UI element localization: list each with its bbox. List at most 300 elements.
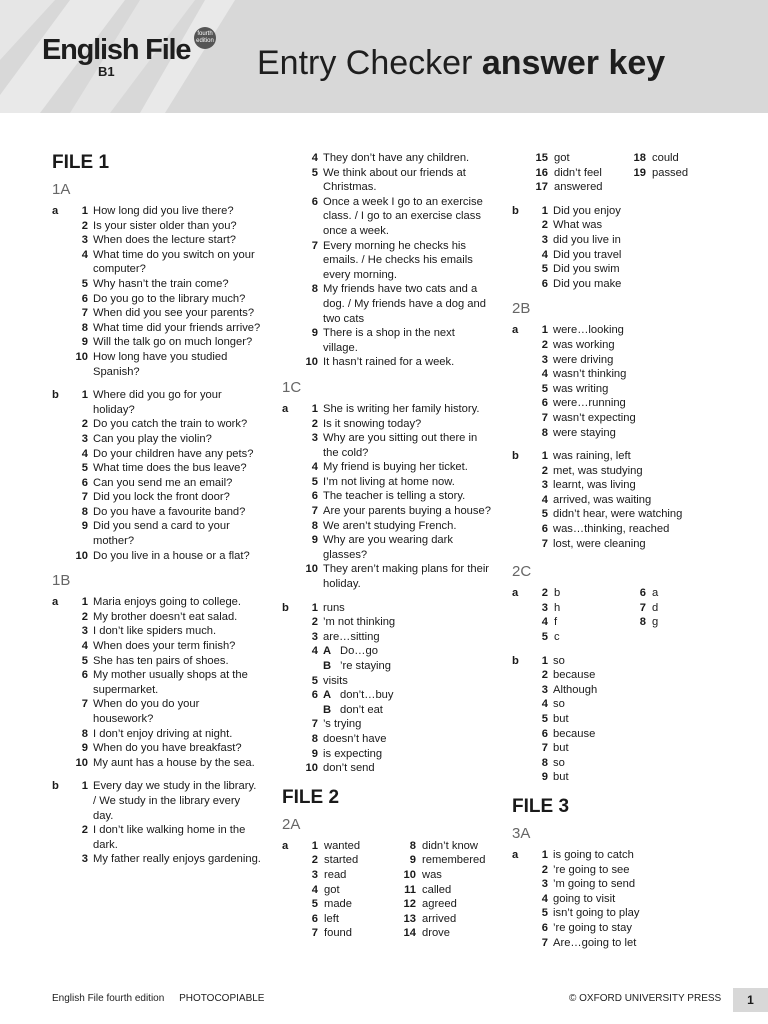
answer-text: wasn’t thinking — [553, 368, 627, 381]
answer-item — [282, 239, 492, 283]
answer-item: 5 visits — [311, 674, 348, 687]
answer-text: made — [324, 898, 352, 911]
answer-item — [629, 166, 722, 181]
section-heading: 2B — [512, 300, 531, 318]
answer-item — [52, 321, 262, 336]
item-number: 6 — [541, 921, 548, 934]
item-number: 3 — [541, 683, 548, 696]
item-number: 7 — [541, 742, 548, 755]
part-letter — [52, 490, 66, 505]
section-heading: 1B — [52, 572, 71, 590]
item-number: 9 — [81, 336, 88, 349]
item-number: 2 — [541, 464, 548, 477]
answer-text: When do you have breakfast? — [93, 742, 242, 755]
answer-text: but — [553, 742, 569, 755]
answer-item — [52, 756, 262, 771]
part-letter — [512, 756, 526, 771]
item-number: 4 — [541, 493, 548, 506]
answer-item — [52, 490, 262, 505]
item-number: 7 — [311, 505, 318, 518]
answer-item — [52, 277, 262, 292]
answer-column — [531, 586, 624, 644]
item-number: 2 — [541, 669, 548, 682]
level-label: B1 — [98, 64, 115, 79]
answer-item — [399, 868, 492, 883]
answer-text: Are…going to let — [553, 936, 637, 949]
item-number: 6 — [311, 490, 318, 503]
answer-text: Did you lock the front door? — [93, 491, 230, 504]
item-number: 7 — [541, 537, 548, 550]
answer-item — [512, 262, 722, 277]
answer-text: ’re going to stay — [553, 921, 632, 934]
answer-text: is going to catch — [553, 848, 634, 861]
answer-item — [282, 519, 492, 534]
part-letter: b — [52, 780, 59, 793]
part-letter: a — [52, 596, 59, 609]
answer-text: so — [553, 654, 565, 667]
answer-item: 6 A don’t…buy — [311, 689, 394, 702]
column-3 — [512, 151, 722, 959]
part-letter — [512, 493, 526, 508]
answer-text: Is it snowing today? — [323, 417, 422, 430]
answer-text: learnt, was living — [553, 479, 636, 492]
part-letter — [52, 476, 66, 491]
answer-item — [531, 151, 624, 166]
answer-item — [282, 533, 492, 562]
answer-text: was raining, left — [553, 450, 631, 463]
answer-text: We think about our friends at Christmas. — [323, 166, 466, 194]
answer-item — [52, 219, 262, 234]
answer-item — [531, 615, 624, 630]
answer-item — [52, 233, 262, 248]
answer-text: f — [554, 616, 558, 629]
part-letter — [512, 892, 526, 907]
answer-text: didn’t hear, were watching — [553, 508, 683, 521]
answer-part: a 1 wanted 2 started 3 read 4 got 5 made 6 left 7 found 8 didn’t know 9 remembered 10 was 11 called 12 agreed 13 arrived 14 drove — [282, 839, 492, 941]
answer-item — [512, 936, 722, 951]
answer-part — [282, 402, 492, 592]
part-letter — [282, 195, 296, 239]
answer-text: What time do you switch on your computer? — [93, 248, 255, 276]
answer-item — [531, 630, 624, 645]
answer-text: b — [554, 587, 561, 600]
item-number: 2 — [311, 417, 318, 430]
part-letter — [512, 741, 526, 756]
item-number: 4 — [311, 883, 318, 896]
item-number: 4 — [81, 248, 88, 261]
answer-text: Did you make — [553, 277, 622, 290]
section-heading: 1C — [282, 378, 302, 396]
part-letter — [52, 321, 66, 336]
part-letter — [282, 562, 296, 591]
answer-text: Did you send a card to your mother? — [93, 520, 230, 548]
answer-text: left — [324, 912, 339, 925]
part-letter — [512, 248, 526, 263]
part-letter — [282, 475, 296, 490]
part-letter — [52, 756, 66, 771]
item-number: 5 — [311, 166, 318, 179]
part-letter — [52, 432, 66, 447]
answer-text: My father really enjoys gardening. — [93, 853, 261, 866]
answer-item — [282, 355, 492, 370]
answer-column — [531, 151, 624, 195]
answer-item — [282, 282, 492, 326]
edition-badge: fourth edition — [194, 27, 216, 49]
part-letter — [52, 741, 66, 756]
item-number: 8 — [81, 727, 88, 740]
item-number: 5 — [541, 907, 548, 920]
answer-item — [512, 449, 722, 464]
part-letter — [512, 537, 526, 552]
answer-item — [282, 460, 492, 475]
answer-text: How long did you live there? — [93, 205, 234, 217]
answer-text: were staying — [553, 426, 616, 439]
answer-item: B don’t eat — [323, 703, 383, 716]
answer-text: Why are you wearing dark glasses? — [323, 534, 453, 561]
item-number: 7 — [541, 936, 548, 949]
part-letter — [512, 770, 526, 785]
item-number: 5 — [81, 462, 88, 475]
answer-part — [512, 151, 722, 195]
section-heading: 1A — [52, 181, 71, 198]
answer-item — [282, 166, 492, 195]
answer-item — [512, 741, 722, 756]
answer-text: were…running — [553, 397, 626, 410]
item-number: 3 — [541, 479, 548, 492]
item-number: 10 — [403, 868, 416, 881]
answer-text: was — [422, 868, 442, 881]
answer-text: arrived — [422, 912, 457, 925]
answer-text: When do you do your housework? — [93, 698, 200, 725]
answer-item — [52, 852, 262, 867]
answer-text: Will the talk go on much longer? — [93, 336, 253, 349]
answer-item — [52, 610, 262, 625]
part-letter — [52, 335, 66, 350]
edition-label: English File fourth edition — [52, 993, 165, 1004]
part-letter — [512, 668, 526, 683]
part-letter — [282, 166, 296, 195]
item-number: 6 — [541, 397, 548, 410]
answer-text: isn’t going to play — [553, 907, 640, 920]
part-letter — [52, 654, 66, 669]
answer-text: My mother usually shops at the supermarket. — [93, 669, 248, 696]
item-number: 7 — [81, 307, 88, 320]
part-letter — [512, 353, 526, 368]
item-number: 8 — [639, 616, 646, 629]
answer-item — [512, 697, 722, 712]
answer-item — [512, 464, 722, 479]
answer-item — [282, 417, 492, 432]
part-letter: a — [512, 848, 519, 861]
item-number: 12 — [403, 898, 416, 911]
answer-text: I don’t enjoy driving at night. — [93, 727, 233, 740]
part-letter — [52, 624, 66, 639]
answer-text: so — [553, 756, 565, 769]
answer-text: I’m not living at home now. — [323, 475, 455, 488]
answer-item — [512, 478, 722, 493]
answer-item — [52, 741, 262, 756]
part-letter — [52, 248, 66, 277]
part-letter: a — [52, 205, 59, 217]
answer-text: When did you see your parents? — [93, 307, 255, 320]
answer-text: passed — [652, 166, 689, 179]
answer-text: didn’t know — [422, 839, 478, 852]
part-letter — [282, 355, 296, 370]
part-letter: a — [282, 402, 289, 415]
item-number: 2 — [81, 418, 88, 431]
answer-item — [52, 306, 262, 321]
answer-item — [301, 868, 394, 883]
answer-text: They aren’t making plans for their holiday. — [323, 563, 490, 591]
item-number: 18 — [633, 152, 646, 164]
answer-text: did you live in — [553, 233, 621, 246]
answer-item — [629, 601, 722, 616]
answer-item — [282, 489, 492, 504]
part-letter — [512, 478, 526, 493]
item-number: 8 — [541, 756, 548, 769]
answer-item — [512, 906, 722, 921]
answer-text: so — [553, 698, 565, 711]
answer-text: a — [652, 587, 659, 600]
section-heading: 2C — [512, 563, 532, 581]
answer-item — [52, 447, 262, 462]
answer-item — [301, 853, 394, 868]
answer-text: Do you go to the library much? — [93, 292, 246, 305]
part-letter — [512, 921, 526, 936]
answer-text: c — [554, 631, 560, 644]
part-letter — [282, 489, 296, 504]
answer-text: Do you catch the train to work? — [93, 418, 248, 431]
answer-text: lost, were cleaning — [553, 537, 646, 550]
part-letter — [52, 505, 66, 520]
item-number: 6 — [541, 277, 548, 290]
part-letter — [52, 277, 66, 292]
answer-item — [52, 654, 262, 669]
answer-item — [282, 402, 492, 417]
answer-column — [301, 839, 394, 941]
answer-item — [301, 883, 394, 898]
answer-text: I don’t like walking home in the dark. — [93, 824, 246, 851]
part-letter — [52, 852, 66, 867]
item-number: 9 — [81, 520, 88, 533]
item-number: 7 — [311, 239, 318, 252]
answer-column — [629, 586, 722, 644]
answer-text: Can you play the violin? — [93, 432, 212, 445]
answer-part — [512, 848, 722, 950]
answer-text: Every morning he checks his emails. / He checks his emails every morning. — [323, 239, 473, 281]
answer-item — [282, 504, 492, 519]
answer-column — [629, 151, 722, 195]
answer-item — [629, 586, 722, 601]
answer-part — [512, 204, 722, 292]
part-letter — [52, 233, 66, 248]
answer-text: called — [422, 883, 452, 896]
item-number: 4 — [541, 892, 548, 905]
file-heading: FILE 3 — [512, 795, 570, 817]
item-number: 4 — [541, 368, 548, 381]
part-letter: b — [512, 654, 519, 667]
item-number: 6 — [639, 587, 646, 600]
part-letter — [512, 877, 526, 892]
item-number: 3 — [81, 625, 88, 638]
answer-text: Can you send me an email? — [93, 476, 233, 489]
item-number: 2 — [81, 610, 88, 623]
answer-item — [52, 388, 262, 417]
part-letter — [52, 306, 66, 321]
answer-item — [512, 668, 722, 683]
answer-text: answered — [554, 181, 603, 194]
answer-text: When does your term finish? — [93, 640, 236, 653]
answer-item — [512, 848, 722, 863]
answer-item — [52, 432, 262, 447]
answer-text: My friend is buying her ticket. — [323, 461, 468, 474]
answer-item — [52, 292, 262, 307]
answer-item — [52, 335, 262, 350]
answer-text: was…thinking, reached — [553, 523, 670, 536]
item-number: 8 — [311, 519, 318, 532]
part-letter — [512, 906, 526, 921]
part-letter — [512, 712, 526, 727]
answer-text: Maria enjoys going to college. — [93, 596, 242, 609]
item-number: 3 — [541, 878, 548, 891]
answer-text: because — [553, 727, 596, 740]
item-number: 4 — [81, 640, 88, 653]
part-letter — [282, 504, 296, 519]
answer-text: Although — [553, 683, 598, 696]
item-number: 7 — [81, 698, 88, 711]
item-number: 4 — [541, 248, 548, 261]
answer-text: started — [324, 854, 359, 867]
item-number: 10 — [75, 756, 88, 769]
item-number: 6 — [81, 292, 88, 305]
part-letter — [512, 727, 526, 742]
answer-item: 2 ’m not thinking — [311, 616, 396, 629]
answer-item — [301, 926, 394, 941]
item-number: 6 — [81, 669, 88, 682]
answer-item: 10 don’t send — [305, 762, 375, 775]
answer-text: found — [324, 927, 352, 940]
answer-text: got — [324, 883, 340, 896]
answer-item — [282, 562, 492, 591]
answer-item — [52, 697, 262, 726]
item-number: 5 — [541, 631, 548, 644]
answer-text: wanted — [324, 839, 361, 852]
page-header — [0, 0, 768, 113]
answer-text: How long have you studied Spanish? — [93, 350, 228, 378]
part-letter — [52, 447, 66, 462]
answer-item — [512, 396, 722, 411]
part-letter — [512, 262, 526, 277]
answer-item — [512, 411, 722, 426]
part-letter: a — [512, 324, 519, 337]
answer-item — [512, 877, 722, 892]
answer-text: met, was studying — [553, 464, 643, 477]
answer-item — [52, 461, 262, 476]
item-number: 9 — [541, 771, 548, 784]
part-letter — [512, 367, 526, 382]
item-number: 6 — [541, 727, 548, 740]
answer-text: Are your parents buying a house? — [323, 505, 491, 518]
answer-item — [531, 166, 624, 181]
answer-item — [512, 353, 722, 368]
publisher-label: © OXFORD UNIVERSITY PRESS — [569, 993, 722, 1004]
item-number: 16 — [535, 166, 548, 179]
item-number: 6 — [81, 476, 88, 489]
item-number: 10 — [305, 563, 318, 576]
answer-item — [52, 248, 262, 277]
answer-text: was writing — [553, 382, 609, 395]
item-number: 5 — [81, 277, 88, 290]
part-letter — [282, 282, 296, 326]
item-number: 3 — [311, 868, 318, 881]
item-number: 10 — [75, 549, 88, 562]
item-number: 5 — [541, 508, 548, 521]
answer-part — [52, 595, 262, 770]
answer-item — [531, 180, 624, 195]
answer-item — [52, 519, 262, 548]
part-letter — [512, 507, 526, 522]
item-number: 1 — [81, 596, 88, 609]
answer-text: were driving — [553, 353, 614, 366]
answer-item — [52, 417, 262, 432]
part-letter — [512, 426, 526, 441]
answer-item — [301, 839, 394, 854]
answer-item — [512, 712, 722, 727]
answer-item — [399, 853, 492, 868]
answer-item — [282, 475, 492, 490]
item-number: 2 — [541, 219, 548, 232]
item-number: 8 — [541, 426, 548, 439]
part-letter — [282, 326, 296, 355]
answer-item — [52, 639, 262, 654]
item-number: 8 — [81, 505, 88, 518]
item-number: 2 — [311, 854, 318, 867]
photocopiable-label: PHOTOCOPIABLE — [179, 993, 265, 1004]
item-number: 4 — [541, 616, 548, 629]
answer-text: could — [652, 152, 679, 164]
part-letter — [512, 396, 526, 411]
part-letter — [52, 639, 66, 654]
item-number: 1 — [81, 389, 88, 402]
item-number: 11 — [404, 883, 416, 896]
section-heading: 2A — [282, 815, 301, 833]
answer-item — [52, 505, 262, 520]
answer-text: h — [554, 601, 561, 614]
item-number: 7 — [639, 601, 646, 614]
answer-text: I don’t like spiders much. — [93, 625, 217, 638]
item-number: 19 — [633, 166, 646, 179]
answer-part — [52, 204, 262, 379]
answer-text: The teacher is telling a story. — [323, 490, 466, 503]
answer-item — [399, 883, 492, 898]
footer-left — [52, 993, 276, 1004]
answer-text: going to visit — [553, 892, 616, 905]
answer-item — [282, 151, 492, 166]
item-number: 7 — [541, 411, 548, 424]
answer-text: ’re going to see — [553, 863, 630, 876]
answer-item — [52, 204, 262, 219]
answer-item — [52, 823, 262, 852]
answer-item — [282, 326, 492, 355]
answer-item: 8 doesn’t have — [311, 732, 387, 745]
part-letter — [52, 823, 66, 852]
answer-item — [512, 233, 722, 248]
answer-text: read — [324, 868, 347, 881]
item-number: 1 — [541, 324, 548, 337]
answer-text: It hasn’t rained for a week. — [323, 356, 455, 369]
part-letter — [52, 727, 66, 742]
answer-item — [512, 338, 722, 353]
